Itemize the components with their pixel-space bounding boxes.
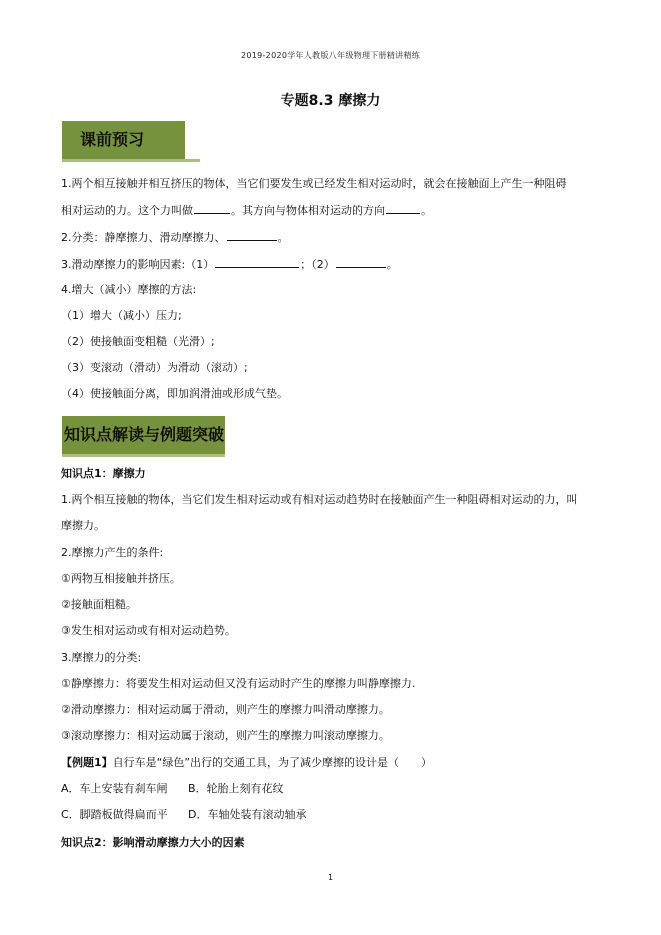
fill-blank[interactable] — [215, 257, 299, 268]
preview-line-4: 4.增大（减小）摩擦的方法: — [61, 283, 197, 296]
option-c[interactable]: C．脚踏板做得扁而平 — [61, 808, 168, 821]
knowledge-1-title: 知识点1：摩擦力 — [61, 467, 146, 480]
text: 。 — [386, 258, 398, 271]
page-header: 2019-2020学年人教版八年级物理下册精讲精练 — [240, 51, 421, 60]
preview-line-7: （3）变滚动（滑动）为滑动（滚动）; — [61, 361, 248, 374]
knowledge-line: ③发生相对运动或有相对运动趋势。 — [61, 624, 236, 637]
text: 3.滑动摩擦力的影响因素:（1） — [61, 258, 215, 271]
banner-shadow — [62, 454, 225, 457]
knowledge-line: ①两物互相接触并挤压。 — [61, 572, 181, 585]
example-label: 【例题1】 — [61, 756, 113, 769]
option-d[interactable]: D．车轴处装有滚动轴承 — [188, 808, 307, 821]
fill-blank[interactable] — [227, 230, 277, 241]
preview-line-2 — [61, 230, 289, 245]
knowledge-line: ③滚动摩擦力：相对运动属于滚动，则产生的摩擦力叫滚动摩擦力。 — [61, 729, 390, 742]
knowledge-line: 3.摩擦力的分类: — [61, 651, 142, 664]
fill-blank[interactable] — [386, 203, 420, 214]
text: 相对运动的力。这个力叫做 — [61, 204, 193, 217]
example-question — [61, 756, 432, 770]
page-number: 1 — [327, 873, 334, 882]
preview-line-6: （2）使接触面变粗糙（光滑）; — [61, 335, 215, 348]
text: ；（2） — [300, 258, 335, 271]
option-a[interactable]: A．车上安装有刹车闸 — [61, 782, 168, 795]
knowledge-line: 1.两个相互接触的物体，当它们发生相对运动或有相对运动趋势时在接触面产生一种阻碍相对运动的力，叫 — [61, 493, 578, 506]
knowledge-line: 2.摩擦力产生的条件: — [61, 546, 164, 559]
fill-blank[interactable] — [336, 257, 386, 268]
fill-blank[interactable] — [194, 203, 230, 214]
knowledge-line: 摩擦力。 — [61, 519, 105, 532]
knowledge-line: ②接触面粗糙。 — [61, 598, 137, 611]
preview-line-1: 1.两个相互接触并相互挤压的物体，当它们要发生或已经发生相对运动时，就会在接触面上产生一种阻碍 — [61, 177, 567, 190]
text: 。 — [421, 204, 432, 217]
page-title: 专题8.3 摩擦力 — [280, 93, 381, 109]
section-banner-knowledge — [62, 416, 225, 457]
knowledge-line: ①静摩擦力：将要发生相对运动但又没有运动时产生的摩擦力叫静摩擦力. — [61, 677, 416, 690]
banner-label: 知识点解读与例题突破 — [62, 416, 225, 454]
preview-line-8: （4）使接触面分离，即加润滑油或形成气垫。 — [61, 387, 288, 400]
preview-line-1b — [61, 203, 432, 218]
section-banner-preview — [62, 121, 200, 162]
text: 。其方向与物体相对运动的方向 — [231, 204, 385, 217]
knowledge-2-title: 知识点2：影响滑动摩擦力大小的因素 — [61, 836, 245, 849]
text: 。 — [277, 231, 289, 244]
option-b[interactable]: B．轮胎上刻有花纹 — [188, 782, 284, 795]
text: 2.分类：静摩擦力、滑动摩擦力、 — [61, 231, 226, 244]
knowledge-line: ②滑动摩擦力：相对运动属于滑动，则产生的摩擦力叫滑动摩擦力。 — [61, 703, 390, 716]
preview-line-3 — [61, 257, 398, 272]
banner-label: 课前预习 — [62, 121, 185, 159]
preview-line-5: （1）增大（减小）压力; — [61, 309, 182, 322]
banner-shadow — [62, 159, 200, 162]
example-text: 自行车是“绿色”出行的交通工具，为了减少摩擦的设计是（ ） — [112, 756, 433, 769]
